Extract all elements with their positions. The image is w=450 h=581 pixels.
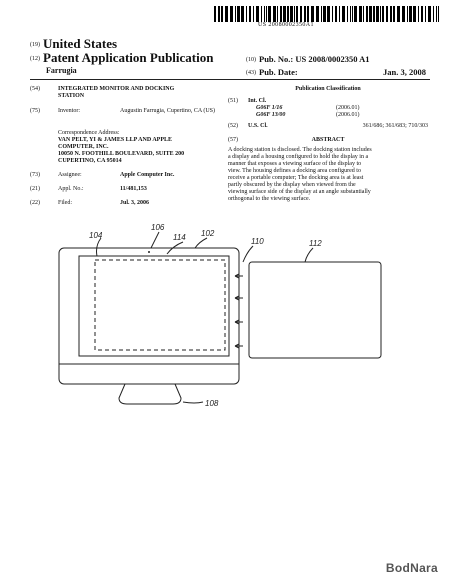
- barcode-bar: [307, 6, 309, 22]
- barcode-bar: [386, 6, 388, 22]
- country-code: (19): [30, 42, 40, 49]
- barcode-bar: [409, 6, 412, 22]
- portable-computer: [249, 262, 381, 358]
- barcode-bar: [369, 6, 372, 22]
- barcode-bar: [321, 6, 322, 22]
- appl-code: (21): [30, 186, 40, 192]
- footer-logo: BodNara: [385, 561, 438, 575]
- barcode-bar: [283, 6, 286, 22]
- int-cl-version: (2006.01): [336, 112, 360, 118]
- barcode-bar: [268, 6, 271, 22]
- barcode-bar: [438, 6, 439, 22]
- int-cl-class: G06F 13/00: [256, 112, 286, 118]
- inventor-label: Inventor:: [58, 108, 80, 114]
- abstract-line: orthogonal to the viewing surface.: [228, 196, 311, 202]
- int-cl-version: (2006.01): [336, 105, 360, 111]
- appl-value: 11/481,153: [120, 186, 147, 192]
- correspondence-line: CUPERTINO, CA 95014: [58, 158, 122, 164]
- barcode-bar: [382, 6, 384, 22]
- barcode-bar: [350, 6, 351, 22]
- pub-no-value: US 2008/0002350 A1: [295, 54, 370, 64]
- barcode-bar: [402, 6, 405, 22]
- barcode-bar: [366, 6, 368, 22]
- assignee-code: (73): [30, 172, 40, 178]
- display-screen: [79, 256, 229, 356]
- barcode-bar: [433, 6, 434, 22]
- pub-date-label: Pub. Date:: [259, 67, 298, 77]
- abstract-code: (57): [228, 137, 238, 143]
- ref-106: 106: [151, 223, 165, 232]
- barcode-bar: [277, 6, 278, 22]
- filed-label: Filed:: [58, 200, 73, 206]
- barcode-bar: [261, 6, 262, 22]
- barcode-bar: [376, 6, 379, 22]
- barcode-bar: [294, 6, 295, 22]
- monitor-stand: [119, 384, 181, 404]
- abstract-line: A docking station is disclosed. The docking station includes: [228, 147, 372, 153]
- barcode-bar: [425, 6, 426, 22]
- abstract-line: viewing surface side of the display at an angle substantially: [228, 189, 371, 195]
- barcode-bar: [354, 6, 357, 22]
- barcode-bar: [264, 6, 265, 22]
- int-cl-code: (51): [228, 98, 238, 104]
- barcode-bar: [332, 6, 333, 22]
- correspondence-block: [58, 130, 246, 165]
- barcode-bar: [339, 6, 340, 22]
- pub-no-label: Pub. No.:: [259, 54, 294, 64]
- abstract-heading-row: [228, 137, 428, 144]
- barcode-bar: [218, 6, 220, 22]
- barcode-bar: [397, 6, 400, 22]
- int-cl-class: G06F 1/16: [256, 105, 283, 111]
- barcode-bar: [214, 6, 216, 22]
- abstract-line: view. The housing defines a docking area configured to: [228, 168, 361, 174]
- ref-112: 112: [309, 239, 322, 248]
- ref-114: 114: [173, 233, 186, 242]
- pub-no-code: (10): [246, 57, 256, 64]
- barcode-bar: [225, 6, 228, 22]
- int-cl-row: [256, 112, 426, 119]
- barcode-bar: [230, 6, 233, 22]
- barcode-bar: [266, 6, 267, 22]
- filed-code: (22): [30, 200, 40, 206]
- int-cl-row: [256, 105, 426, 112]
- publication-type-label: Patent Application Publication: [43, 50, 214, 65]
- abstract-line: receive a portable computer; The docking area is at least: [228, 175, 364, 181]
- abstract-heading: ABSTRACT: [311, 137, 345, 143]
- ref-102: 102: [201, 229, 215, 238]
- correspondence-line: VAN PELT, YI & JAMES LLP AND APPLE: [58, 137, 173, 143]
- barcode-bar: [273, 6, 276, 22]
- publication-type: [30, 50, 213, 66]
- abstract-line: manner that exposes a viewing surface of the display to: [228, 161, 362, 167]
- assignee-label: Assignee:: [58, 172, 82, 178]
- barcode-bar: [363, 6, 364, 22]
- ref-108: 108: [205, 399, 219, 408]
- barcode-bar: [436, 6, 437, 22]
- title-block: [30, 86, 218, 100]
- pub-date-value: Jan. 3, 2008: [383, 67, 426, 77]
- barcode-bar: [249, 6, 251, 22]
- header-rule: [30, 79, 430, 80]
- barcode: [214, 6, 442, 22]
- us-cl-value: 361/686; 361/683; 710/303: [362, 123, 428, 129]
- barcode-bar: [323, 6, 326, 22]
- correspondence-label: Correspondence Address:: [58, 130, 120, 136]
- type-code: (12): [30, 56, 40, 63]
- inventor-code: (75): [30, 108, 40, 114]
- barcode-bar: [373, 6, 375, 22]
- abstract-line: a display and a housing configured to hold the display in a: [228, 154, 369, 160]
- barcode-bar: [327, 6, 330, 22]
- barcode-bar: [241, 6, 244, 22]
- barcode-bar: [428, 6, 431, 22]
- barcode-bar: [352, 6, 353, 22]
- barcode-bar: [246, 6, 247, 22]
- barcode-bar: [418, 6, 419, 22]
- pub-class-heading: Publication Classification: [295, 86, 361, 92]
- inventor-value: Augustin Farrugia, Cupertino, CA (US): [120, 108, 215, 114]
- us-cl-code: (52): [228, 123, 238, 129]
- barcode-number: US 20080002350A1: [258, 22, 314, 28]
- barcode-bar: [342, 6, 345, 22]
- correspondence-line: 10050 N. FOOTHILL BOULEVARD, SUITE 200: [58, 151, 185, 157]
- correspondence-line: COMPUTER, INC.: [58, 144, 109, 150]
- barcode-bar: [304, 6, 306, 22]
- country-name: United States: [43, 36, 118, 51]
- inventor-surname: Farrugia: [46, 66, 77, 75]
- barcode-bar: [393, 6, 395, 22]
- ref-110: 110: [251, 237, 264, 246]
- barcode-bar: [287, 6, 289, 22]
- barcode-bar: [300, 6, 302, 22]
- pub-number-row: [246, 54, 370, 64]
- barcode-bar: [235, 6, 236, 22]
- inventor-block: [30, 108, 218, 115]
- patent-figure: [55, 218, 395, 418]
- barcode-bar: [407, 6, 408, 22]
- barcode-bar: [335, 6, 337, 22]
- us-cl-label: U.S. Cl.: [248, 123, 268, 129]
- barcode-bar: [413, 6, 416, 22]
- barcode-bar: [421, 6, 423, 22]
- barcode-bar: [221, 6, 223, 22]
- barcode-bar: [253, 6, 254, 22]
- appl-label: Appl. No.:: [58, 186, 84, 192]
- abstract-body: [228, 147, 428, 203]
- barcode-bar: [256, 6, 259, 22]
- barcode-bar: [390, 6, 392, 22]
- ref-104: 104: [89, 231, 103, 240]
- barcode-bar: [237, 6, 240, 22]
- assignee-value: Apple Computer Inc.: [120, 172, 175, 178]
- docking-area: [95, 260, 225, 350]
- camera-dot: [148, 251, 150, 253]
- barcode-bar: [311, 6, 314, 22]
- barcode-bar: [359, 6, 362, 22]
- barcode-bar: [347, 6, 348, 22]
- filed-value: Jul. 3, 2006: [120, 200, 150, 206]
- barcode-bar: [290, 6, 293, 22]
- barcode-bar: [380, 6, 381, 22]
- barcode-bar: [296, 6, 298, 22]
- barcode-bar: [280, 6, 282, 22]
- abstract-line: partly obscured by the display when viewed from the: [228, 182, 356, 188]
- pub-date-row: [246, 67, 426, 77]
- title-code: (54): [30, 86, 40, 92]
- int-cl-label: Int. Cl.: [248, 98, 267, 104]
- barcode-bar: [316, 6, 319, 22]
- pub-date-code: (43): [246, 70, 256, 77]
- invention-title: INTEGRATED MONITOR AND DOCKING STATION: [58, 86, 175, 99]
